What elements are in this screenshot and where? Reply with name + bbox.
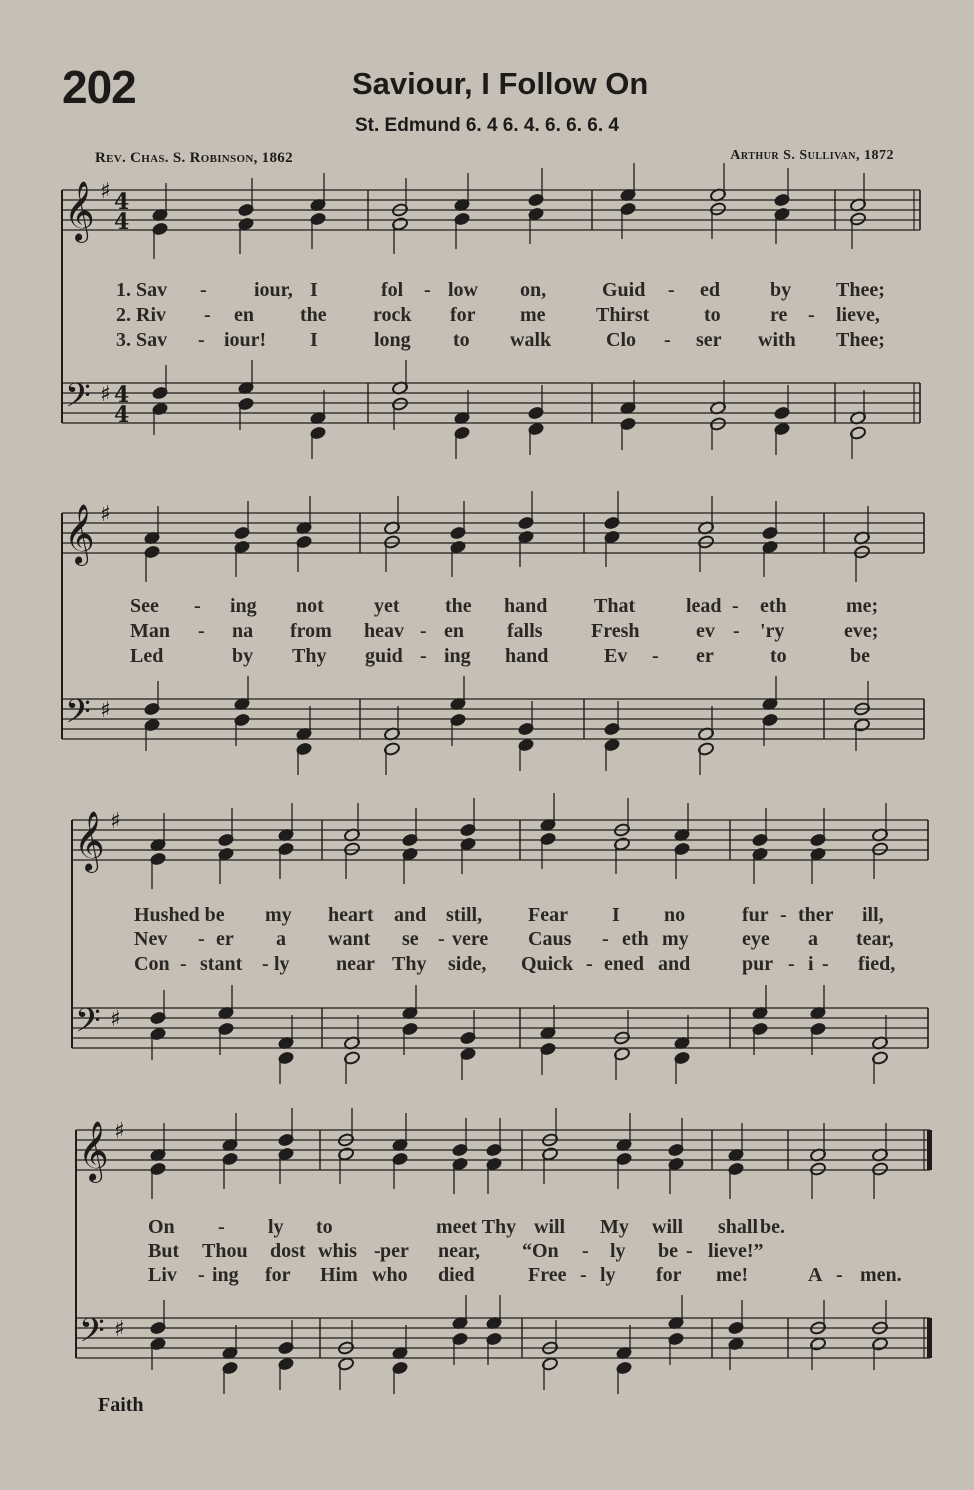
lyric-syllable: eth bbox=[622, 928, 649, 950]
lyric-syllable: Thou bbox=[202, 1240, 248, 1262]
lyric-syllable: ther bbox=[798, 904, 834, 926]
topic-label: Faith bbox=[98, 1394, 144, 1416]
lyric-syllable: I bbox=[612, 904, 620, 926]
hyphen: - bbox=[194, 595, 201, 617]
lyric-syllable: low bbox=[448, 279, 478, 301]
bass-staff bbox=[72, 985, 928, 1084]
lyric-line-1 bbox=[116, 279, 885, 301]
lyric-syllable: falls bbox=[507, 620, 543, 642]
lyric-syllable: no bbox=[664, 904, 686, 926]
lyric-syllable: Clo bbox=[606, 329, 636, 351]
lyric-syllable: for bbox=[265, 1264, 291, 1286]
lyric-syllable: ly bbox=[274, 953, 290, 975]
hyphen: - bbox=[664, 329, 671, 351]
hyphen: - bbox=[198, 1264, 205, 1286]
treble-clef-icon: 𝄞 bbox=[64, 504, 95, 564]
lyric-syllable: be. bbox=[760, 1216, 785, 1238]
system-2 bbox=[62, 491, 924, 775]
lyric-syllable: per bbox=[380, 1240, 409, 1262]
hyphen: - bbox=[420, 645, 427, 667]
lyric-syllable: on, bbox=[520, 279, 547, 301]
lyric-syllable: fol bbox=[381, 279, 404, 301]
lyric-syllable: ly bbox=[600, 1264, 616, 1286]
lyric-syllable: meet Thy bbox=[436, 1216, 517, 1238]
lyric-syllable: Him bbox=[320, 1264, 358, 1286]
lyric-syllable: to bbox=[453, 329, 470, 351]
lyric-syllable: with bbox=[758, 329, 796, 351]
sharp-icon: ♯ bbox=[110, 809, 121, 834]
lyric-line-3 bbox=[148, 1264, 902, 1286]
lyric-syllable: died bbox=[438, 1264, 475, 1286]
hyphen: - bbox=[204, 304, 211, 326]
lyric-syllable: ing bbox=[230, 595, 257, 617]
lyric-syllable: will bbox=[652, 1216, 684, 1238]
treble-clef-icon: 𝄞 bbox=[74, 811, 105, 871]
hyphen: - bbox=[218, 1216, 225, 1238]
lyric-syllable: my bbox=[265, 904, 292, 926]
system-1 bbox=[62, 163, 920, 459]
time-signature-bass: 4 bbox=[114, 382, 130, 408]
lyric-line-3 bbox=[116, 329, 885, 351]
lyric-syllable: On bbox=[148, 1216, 175, 1238]
lyric-syllable: near bbox=[336, 953, 375, 975]
treble-staff bbox=[62, 491, 924, 582]
lyric-syllable: A bbox=[808, 1264, 823, 1286]
lyric-syllable: heav bbox=[364, 620, 404, 642]
lyric-syllable: rock bbox=[373, 304, 412, 326]
hyphen: - bbox=[180, 953, 187, 975]
lyric-syllable: Nev bbox=[134, 928, 168, 950]
lyric-syllable: ed bbox=[700, 279, 720, 301]
author-credit: Rev. Chas. S. Robinson, 1862 bbox=[95, 150, 293, 166]
lyric-syllable: en bbox=[234, 304, 254, 326]
lyric-syllable: me; bbox=[846, 595, 879, 617]
lyric-syllable: Thee; bbox=[836, 279, 885, 301]
lyric-syllable: re bbox=[770, 304, 788, 326]
lyric-syllable: I bbox=[310, 279, 318, 301]
hymn-title: Saviour, I Follow On bbox=[352, 66, 649, 101]
lyric-syllable: will bbox=[534, 1216, 566, 1238]
sharp-icon: ♯ bbox=[100, 502, 111, 527]
lyric-syllable: by bbox=[232, 645, 254, 667]
lyric-syllable: “On bbox=[522, 1240, 559, 1262]
lyric-syllable: ly bbox=[268, 1216, 284, 1238]
time-signature-treble: 4 bbox=[114, 209, 130, 235]
lyric-syllable: the bbox=[445, 595, 472, 617]
lyric-syllable: me! bbox=[716, 1264, 749, 1286]
lyric-syllable: ing bbox=[212, 1264, 239, 1286]
sharp-icon: ♯ bbox=[100, 179, 111, 204]
lyric-syllable: iour, bbox=[254, 279, 293, 301]
lyric-syllable: na bbox=[232, 620, 254, 642]
lyric-syllable: fur bbox=[742, 904, 769, 926]
lyric-syllable: a bbox=[808, 928, 818, 950]
bass-clef-icon: 𝄢 bbox=[79, 1312, 105, 1358]
lyric-line-1 bbox=[148, 1216, 785, 1238]
lyric-syllable: pur bbox=[742, 953, 774, 975]
treble-clef-icon: 𝄞 bbox=[64, 181, 95, 241]
lyric-syllable: to bbox=[770, 645, 787, 667]
lyric-syllable: lieve, bbox=[836, 304, 880, 326]
sharp-icon: ♯ bbox=[100, 382, 111, 407]
lyric-syllable: Caus bbox=[528, 928, 572, 950]
lyric-syllable: a bbox=[276, 928, 286, 950]
lyric-syllable: Led bbox=[130, 645, 164, 667]
lyric-line-3 bbox=[134, 953, 895, 975]
hyphen: - bbox=[602, 928, 609, 950]
sharp-icon: ♯ bbox=[100, 698, 111, 723]
hymn-number: 202 bbox=[62, 61, 136, 113]
hyphen: - bbox=[788, 953, 795, 975]
lyric-syllable: Thy bbox=[292, 645, 327, 667]
lyric-syllable: er bbox=[216, 928, 234, 950]
lyric-syllable: yet bbox=[374, 595, 400, 617]
lyric-line-2 bbox=[134, 928, 894, 950]
lyric-syllable: me bbox=[520, 304, 546, 326]
lyric-syllable: dost bbox=[270, 1240, 306, 1262]
lyric-syllable: ser bbox=[696, 329, 722, 351]
lyric-line-2 bbox=[148, 1240, 764, 1262]
lyric-syllable: stant bbox=[200, 953, 243, 975]
hyphen: - bbox=[822, 953, 829, 975]
lyric-syllable: Con bbox=[134, 953, 170, 975]
lyric-syllable: ened bbox=[604, 953, 644, 975]
time-signature-treble: 4 bbox=[114, 189, 130, 215]
lyric-syllable: lead bbox=[686, 595, 722, 617]
lyric-syllable: tear, bbox=[856, 928, 894, 950]
lyric-line-2 bbox=[116, 304, 880, 326]
lyric-syllable: Liv bbox=[148, 1264, 177, 1286]
sharp-icon: ♯ bbox=[114, 1119, 125, 1144]
hyphen: - bbox=[580, 1264, 587, 1286]
lyric-syllable: be bbox=[658, 1240, 678, 1262]
hyphen: - bbox=[262, 953, 269, 975]
time-signature-bass: 4 bbox=[114, 402, 130, 428]
lyric-syllable: er bbox=[696, 645, 714, 667]
bass-staff bbox=[76, 1295, 930, 1394]
lyric-syllable: hand bbox=[504, 595, 548, 617]
lyric-syllable: for bbox=[450, 304, 476, 326]
lyric-syllable: shall bbox=[718, 1216, 759, 1238]
lyric-syllable: for bbox=[656, 1264, 682, 1286]
bass-staff bbox=[62, 676, 924, 775]
lyric-syllable: guid bbox=[365, 645, 403, 667]
lyric-syllable: Fresh bbox=[591, 620, 640, 642]
sharp-icon: ♯ bbox=[114, 1317, 125, 1342]
lyric-syllable: from bbox=[290, 620, 332, 642]
hyphen: - bbox=[780, 904, 787, 926]
lyric-syllable: 'ry bbox=[760, 620, 785, 642]
lyric-syllable: But bbox=[148, 1240, 180, 1262]
bass-clef-icon: 𝄢 bbox=[65, 693, 91, 739]
treble-staff bbox=[76, 1108, 930, 1199]
lyric-syllable: Quick bbox=[521, 953, 574, 975]
lyric-syllable: who bbox=[372, 1264, 408, 1286]
lyric-line-2 bbox=[130, 620, 878, 642]
lyric-syllable: 3. Sav bbox=[116, 329, 168, 351]
lyric-syllable: ill, bbox=[862, 904, 884, 926]
lyric-syllable: walk bbox=[510, 329, 552, 351]
hyphen: - bbox=[836, 1264, 843, 1286]
lyric-syllable: Man bbox=[130, 620, 170, 642]
lyric-line-1 bbox=[134, 904, 884, 926]
hyphen: - bbox=[733, 620, 740, 642]
lyric-syllable: My bbox=[600, 1216, 629, 1238]
lyric-syllable: en bbox=[444, 620, 464, 642]
lyric-syllable: Hushed be bbox=[134, 904, 225, 926]
lyric-syllable: my bbox=[662, 928, 689, 950]
lyric-syllable: lieve!” bbox=[708, 1240, 764, 1262]
hyphen: - bbox=[808, 304, 815, 326]
hyphen: - bbox=[438, 928, 445, 950]
lyric-syllable: and bbox=[394, 904, 427, 926]
lyric-line-1 bbox=[130, 595, 878, 617]
lyric-syllable: the bbox=[300, 304, 327, 326]
lyric-syllable: Thee; bbox=[836, 329, 885, 351]
treble-clef-icon: 𝄞 bbox=[78, 1121, 109, 1181]
bass-staff bbox=[62, 360, 920, 459]
lyric-syllable: to bbox=[316, 1216, 333, 1238]
lyric-syllable: That bbox=[594, 595, 636, 617]
lyric-syllable: Thirst bbox=[596, 304, 650, 326]
lyric-syllable: hand bbox=[505, 645, 549, 667]
hyphen: - bbox=[582, 1240, 589, 1262]
system-3 bbox=[72, 793, 928, 1084]
lyric-syllable: long bbox=[374, 329, 411, 351]
sharp-icon: ♯ bbox=[110, 1007, 121, 1032]
tune-line: St. Edmund 6. 4 6. 4. 6. 6. 6. 4 bbox=[355, 115, 619, 136]
hyphen: - bbox=[420, 620, 427, 642]
lyric-syllable: eth bbox=[760, 595, 787, 617]
lyric-syllable: side, bbox=[448, 953, 487, 975]
bass-clef-icon: 𝄢 bbox=[65, 377, 91, 423]
hyphen: - bbox=[198, 329, 205, 351]
lyric-syllable: Free bbox=[528, 1264, 567, 1286]
lyric-syllable: near, bbox=[438, 1240, 481, 1262]
lyric-syllable: still, bbox=[446, 904, 483, 926]
lyric-syllable: Ev bbox=[604, 645, 628, 667]
lyric-syllable: Guid bbox=[602, 279, 646, 301]
hyphen: - bbox=[586, 953, 593, 975]
lyric-line-3 bbox=[130, 645, 870, 667]
hyphen: - bbox=[652, 645, 659, 667]
lyric-syllable: by bbox=[770, 279, 792, 301]
lyric-syllable: I bbox=[310, 329, 318, 351]
treble-staff bbox=[72, 793, 928, 889]
hyphen: - bbox=[198, 928, 205, 950]
lyric-syllable: Thy bbox=[392, 953, 427, 975]
lyric-syllable: i bbox=[808, 953, 814, 975]
lyric-syllable: eve; bbox=[844, 620, 879, 642]
lyric-syllable: ev bbox=[696, 620, 715, 642]
hyphen: - bbox=[374, 1240, 381, 1262]
lyric-syllable: heart bbox=[328, 904, 374, 926]
lyric-syllable: be bbox=[850, 645, 870, 667]
hyphen: - bbox=[668, 279, 675, 301]
hyphen: - bbox=[200, 279, 207, 301]
bass-clef-icon: 𝄢 bbox=[75, 1002, 101, 1048]
lyric-syllable: fied, bbox=[858, 953, 896, 975]
system-4 bbox=[76, 1108, 932, 1394]
composer-credit: Arthur S. Sullivan, 1872 bbox=[730, 148, 894, 163]
lyric-syllable: ing bbox=[444, 645, 471, 667]
lyric-syllable: vere bbox=[452, 928, 489, 950]
hyphen: - bbox=[686, 1240, 693, 1262]
lyric-syllable: eye bbox=[742, 928, 770, 950]
hyphen: - bbox=[198, 620, 205, 642]
lyric-syllable: See bbox=[130, 595, 159, 617]
lyric-syllable: 2. Riv bbox=[116, 304, 166, 326]
lyric-syllable: 1. Sav bbox=[116, 279, 168, 301]
lyric-syllable: Fear bbox=[528, 904, 568, 926]
lyric-syllable: whis bbox=[318, 1240, 357, 1262]
lyric-syllable: to bbox=[704, 304, 721, 326]
lyric-syllable: want bbox=[328, 928, 371, 950]
lyric-syllable: ly bbox=[610, 1240, 626, 1262]
lyric-syllable: se bbox=[402, 928, 419, 950]
lyric-syllable: men. bbox=[860, 1264, 902, 1286]
lyric-syllable: iour! bbox=[224, 329, 267, 351]
hyphen: - bbox=[424, 279, 431, 301]
treble-staff bbox=[62, 163, 920, 259]
hyphen: - bbox=[732, 595, 739, 617]
lyric-syllable: not bbox=[296, 595, 324, 617]
lyric-syllable: and bbox=[658, 953, 691, 975]
